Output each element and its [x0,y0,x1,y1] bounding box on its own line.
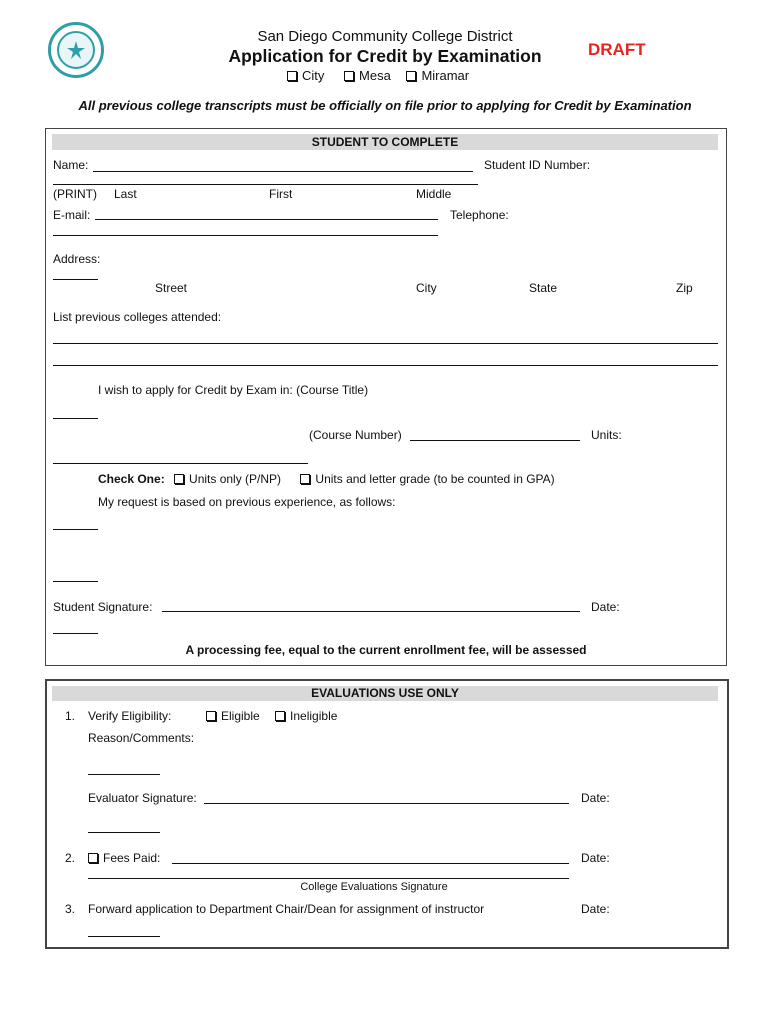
checkbox-letter-grade[interactable] [300,472,554,486]
item-1-number: 1. [65,709,76,723]
checkbox-eligible[interactable] [206,709,260,723]
processing-fee-notice: A processing fee, equal to the current enrollment fee, will be assessed [185,643,587,657]
district-name: San Diego Community College District [257,28,513,45]
college-evaluations-signature-label: College Evaluations Signature [300,881,448,893]
student-signature-field[interactable] [162,611,580,612]
checkbox-icon [88,853,98,863]
email-field[interactable] [95,219,438,220]
item-3-number: 3. [65,902,76,916]
checkbox-icon [206,711,216,721]
evaluator-date-field[interactable] [88,832,160,833]
reason-comments-label: Reason/Comments: [88,731,195,745]
item-2-number: 2. [65,851,76,865]
previous-colleges-field-2[interactable] [53,365,718,366]
course-title-field[interactable] [53,418,98,419]
evaluator-signature-label: Evaluator Signature: [88,791,197,805]
checkbox-icon [300,474,310,484]
print-label: (PRINT) [53,187,97,201]
draft-stamp: DRAFT [588,40,646,59]
checkbox-ineligible[interactable] [275,709,337,723]
fees-date-label: Date: [581,851,610,865]
forward-date-field[interactable] [88,936,160,937]
student-date-field[interactable] [53,633,98,634]
state-label: State [529,281,558,295]
address-label: Address: [53,252,101,266]
check-one-row [98,472,555,486]
previous-colleges-field-1[interactable] [53,343,718,344]
college-evaluations-signature-field[interactable] [88,878,569,879]
verify-eligibility-label: Verify Eligibility: [88,709,172,723]
evaluations-heading: EVALUATIONS USE ONLY [311,686,459,700]
checkbox-icon [174,474,184,484]
eligibility-options [206,709,337,723]
forward-date-label: Date: [581,902,610,916]
city-option-label: City [302,68,325,83]
previous-colleges-label: List previous colleges attended: [53,310,222,324]
experience-field-1[interactable] [53,529,98,530]
checkbox-icon [275,711,285,721]
letter-grade-label: Units and letter grade (to be counted in GPA) [315,472,555,486]
course-number-label: (Course Number) [309,428,402,442]
checkbox-city[interactable] [287,68,324,83]
zip-label: Zip [676,281,693,295]
college-options [287,68,469,83]
forward-application-label: Forward application to Department Chair/Dean for assignment of instructor [88,902,485,916]
street-label: Street [155,281,188,295]
last-name-label: Last [114,187,137,201]
course-title-label: I wish to apply for Credit by Exam in: (Course Title) [98,383,369,397]
first-name-label: First [269,187,293,201]
name-field[interactable] [93,171,473,172]
city-label: City [416,281,437,295]
checkbox-mesa[interactable] [344,68,391,83]
ineligible-label: Ineligible [290,709,338,723]
course-number-field[interactable] [410,440,580,441]
checkbox-units-only[interactable] [174,472,281,486]
student-id-label: Student ID Number: [484,158,591,172]
eligible-label: Eligible [221,709,260,723]
student-date-label: Date: [591,600,620,614]
name-label: Name: [53,158,89,172]
checkbox-miramar[interactable] [406,68,469,83]
reason-comments-field[interactable] [88,774,160,775]
student-signature-label: Student Signature: [53,600,153,614]
transcript-notice: All previous college transcripts must be officially on file prior to applying for Credit by Examination [78,98,692,113]
experience-field-2[interactable] [53,581,98,582]
units-only-label: Units only (P/NP) [189,472,282,486]
student-heading: STUDENT TO COMPLETE [311,135,459,149]
units-field[interactable] [53,463,308,464]
fees-paid-row[interactable] [88,851,160,865]
checkbox-icon [344,71,354,81]
experience-label: My request is based on previous experience, as follows: [98,495,396,509]
address-field[interactable] [53,279,98,280]
email-label: E-mail: [53,208,91,222]
checkbox-icon [287,71,297,81]
form-title: Application for Credit by Examination [228,46,542,66]
units-label: Units: [591,428,622,442]
miramar-option-label: Miramar [421,68,470,83]
name-field-second-line[interactable] [53,184,478,185]
mesa-option-label: Mesa [359,68,391,83]
fees-paid-label: Fees Paid: [103,851,161,865]
telephone-label: Telephone: [450,208,509,222]
checkbox-icon [406,71,416,81]
fees-paid-field[interactable] [172,863,569,864]
check-one-label: Check One: [98,472,165,486]
student-section [45,128,727,666]
evaluator-signature-field[interactable] [204,803,569,804]
evaluator-date-label: Date: [581,791,610,805]
middle-name-label: Middle [416,187,452,201]
email-field-second-line[interactable] [53,235,438,236]
